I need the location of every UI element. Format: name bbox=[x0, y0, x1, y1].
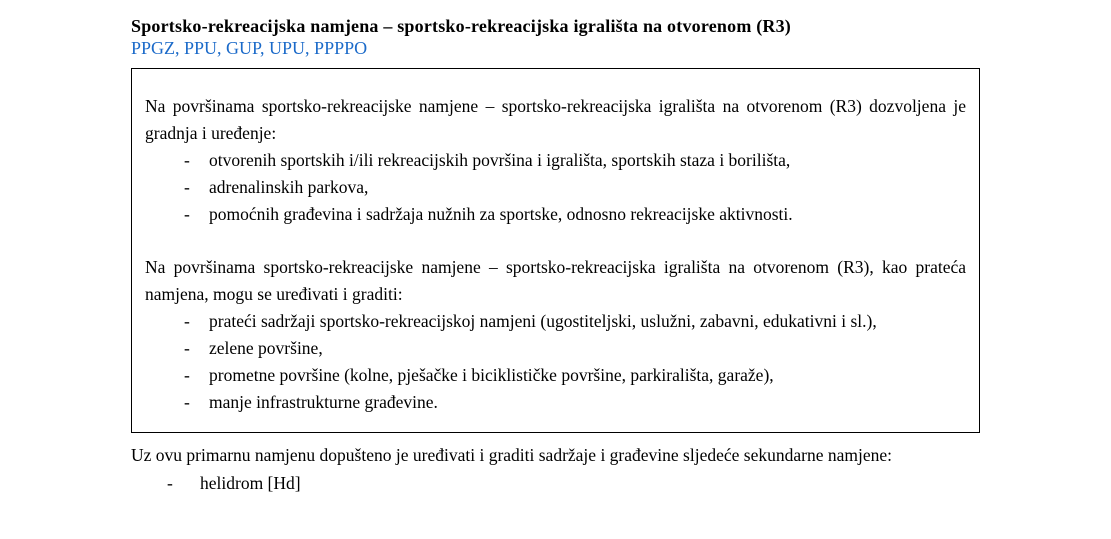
list-item bbox=[131, 469, 1050, 497]
paragraph-secondary-use: Uz ovu primarnu namjenu dopušteno je uređivati i graditi sadržaje i građevine sljedeće sekundarne namjene: bbox=[131, 445, 892, 465]
list-item-text: otvorenih sportskih i/ili rekreacijskih površina i igrališta, sportskih staza i borilišta, bbox=[209, 150, 791, 170]
dash-marker: - bbox=[184, 392, 190, 412]
list-item-text: manje infrastrukturne građevine. bbox=[209, 392, 438, 412]
list-item-text: pomoćnih građevina i sadržaja nužnih za sportske, odnosno rekreacijske aktivnosti. bbox=[209, 204, 793, 224]
dash-marker: - bbox=[184, 338, 190, 358]
dash-marker: - bbox=[184, 150, 190, 170]
plan-links[interactable]: PPGZ, PPU, GUP, UPU, PPPPO bbox=[131, 38, 368, 58]
list-item bbox=[145, 147, 966, 174]
paragraph-allowed-construction: Na površinama sportsko-rekreacijske namjene – sportsko-rekreacijska igrališta na otvorenom (R3) dozvoljena je gradnja i uređenje: bbox=[145, 96, 966, 143]
list-item-text: prateći sadržaji sportsko-rekreacijskoj namjeni (ugostiteljski, uslužni, zabavni, edukativni i sl.), bbox=[209, 311, 877, 331]
list-item-text: prometne površine (kolne, pješačke i biciklističke površine, parkirališta, garaže), bbox=[209, 365, 774, 385]
dash-marker: - bbox=[184, 365, 190, 385]
allowed-construction-list bbox=[145, 147, 966, 228]
rules-box bbox=[131, 68, 980, 433]
list-item bbox=[145, 335, 966, 362]
list-item bbox=[145, 308, 966, 335]
list-item-text: zelene površine, bbox=[209, 338, 323, 358]
list-item-text: helidrom [Hd] bbox=[200, 473, 301, 493]
dash-marker: - bbox=[184, 177, 190, 197]
dash-marker: - bbox=[167, 473, 173, 493]
list-item bbox=[145, 389, 966, 416]
dash-marker: - bbox=[184, 311, 190, 331]
paragraph-accompanying-use: Na površinama sportsko-rekreacijske namjene – sportsko-rekreacijska igrališta na otvorenom (R3), kao prateća namjena, mogu se uređivati i graditi: bbox=[145, 257, 966, 304]
dash-marker: - bbox=[184, 204, 190, 224]
list-item bbox=[145, 201, 966, 228]
list-item bbox=[145, 362, 966, 389]
page-title: Sportsko-rekreacijska namjena – sportsko-rekreacijska igrališta na otvorenom (R3) bbox=[131, 16, 791, 36]
accompanying-use-list bbox=[145, 308, 966, 416]
list-item bbox=[145, 174, 966, 201]
secondary-use-list bbox=[131, 469, 1050, 497]
list-item-text: adrenalinskih parkova, bbox=[209, 177, 369, 197]
